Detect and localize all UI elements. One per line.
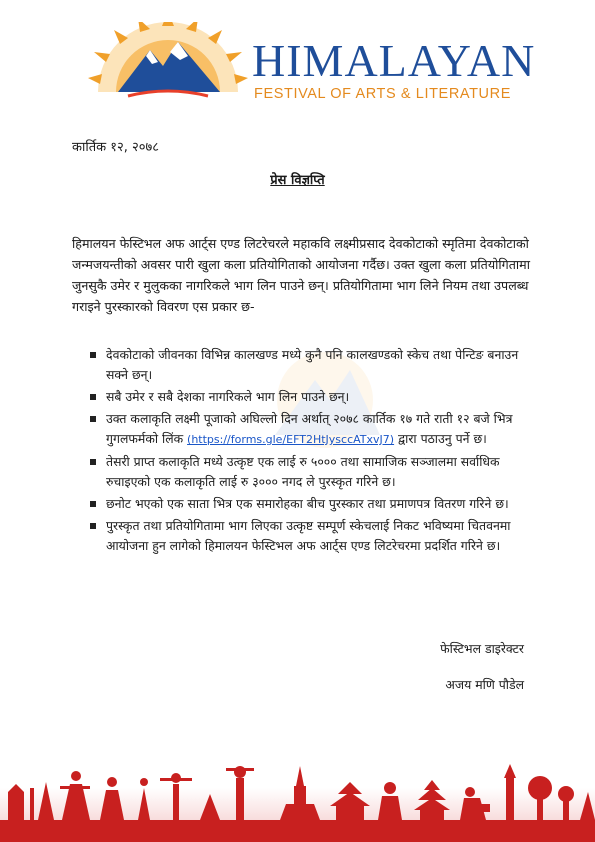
bullet-square-icon	[90, 501, 96, 507]
google-form-link[interactable]: (https://forms.gle/EFT2HtJysccATxvJ7)	[187, 433, 395, 446]
date: कार्तिक १२, २०७८	[72, 140, 160, 155]
bullet-square-icon	[90, 459, 96, 465]
bullet-square-icon	[90, 523, 96, 529]
page-title: प्रेस विज्ञप्ति	[270, 173, 325, 188]
intro-paragraph: हिमालयन फेस्टिभल अफ आर्ट्स एण्ड लिटरेचरले महाकवि लक्ष्मीप्रसाद देवकोटाको स्मृतिमा देवकोटाको जन्मजयन्तीको अवसर पारी खुला कला प्रतियोगिताको आयोजना गर्दैछ। उक्त खुला कला प्रतियोगितामा जुनसुकै उमेर र मुलुकका नागरिकले भाग लिन पाउने छन्। प्रतियोगितामा भाग लिने नियम तथा उपलब्ध गराइने पुरस्कारको विवरण एस प्रकार छ-	[72, 236, 530, 314]
list-item: तेसरी प्राप्त कलाकृति मध्ये उत्कृष्ट एक लाई रु ५००० तथा सामाजिक सञ्जालमा सर्वाधिक रुचाइएको एक कलाकृति लाई रु ३००० नगद ले पुरस्कृत गरिने छ।	[90, 452, 528, 492]
list-item: पुरस्कृत तथा प्रतियोगितामा भाग लिएका उत्कृष्ट सम्पूर्ण स्केचलाई निकट भविष्यमा चितवनमा आयोजना हुन लागेको हिमालयन फेस्टिभल अफ आर्ट्स एण्ड लिटरेचरमा प्रदर्शित गरिने छ।	[90, 516, 528, 556]
list-item: छनोट भएको एक साता भित्र एक समारोहका बीच पुरस्कार तथा प्रमाणपत्र वितरण गरिने छ।	[90, 494, 528, 514]
brand-title: HIMALAYAN	[252, 35, 536, 86]
list-item: उक्त कलाकृति लक्ष्मी पूजाको अघिल्लो दिन अर्थात् २०७८ कार्तिक १७ गते राती १२ बजे भित्र गुगलफर्मको लिंक (https://forms.gle/EFT2HtJysccATxvJ7) द्वारा पठाउनु पर्ने छ।	[90, 409, 528, 450]
footer-silhouettes-icon	[0, 748, 595, 842]
bullet-square-icon	[90, 394, 96, 400]
signature-role: फेस्टिभल डाइरेक्टर	[440, 641, 524, 656]
signature-name: अजय मणि पौडेल	[445, 677, 524, 692]
brand-subtitle: FESTIVAL OF ARTS & LITERATURE	[254, 86, 511, 102]
list-item: सबै उमेर र सबै देशका नागरिकले भाग लिन पाउने छन्।	[90, 387, 528, 407]
list-item: देवकोटाको जीवनका विभिन्न कालखण्ड मध्ये कुनै पनि कालखण्डको स्केच तथा पेन्टिङ बनाउन सक्ने छन्।	[90, 345, 528, 385]
bullet-square-icon	[90, 416, 96, 422]
rules-list	[90, 345, 528, 558]
bullet-square-icon	[90, 352, 96, 358]
